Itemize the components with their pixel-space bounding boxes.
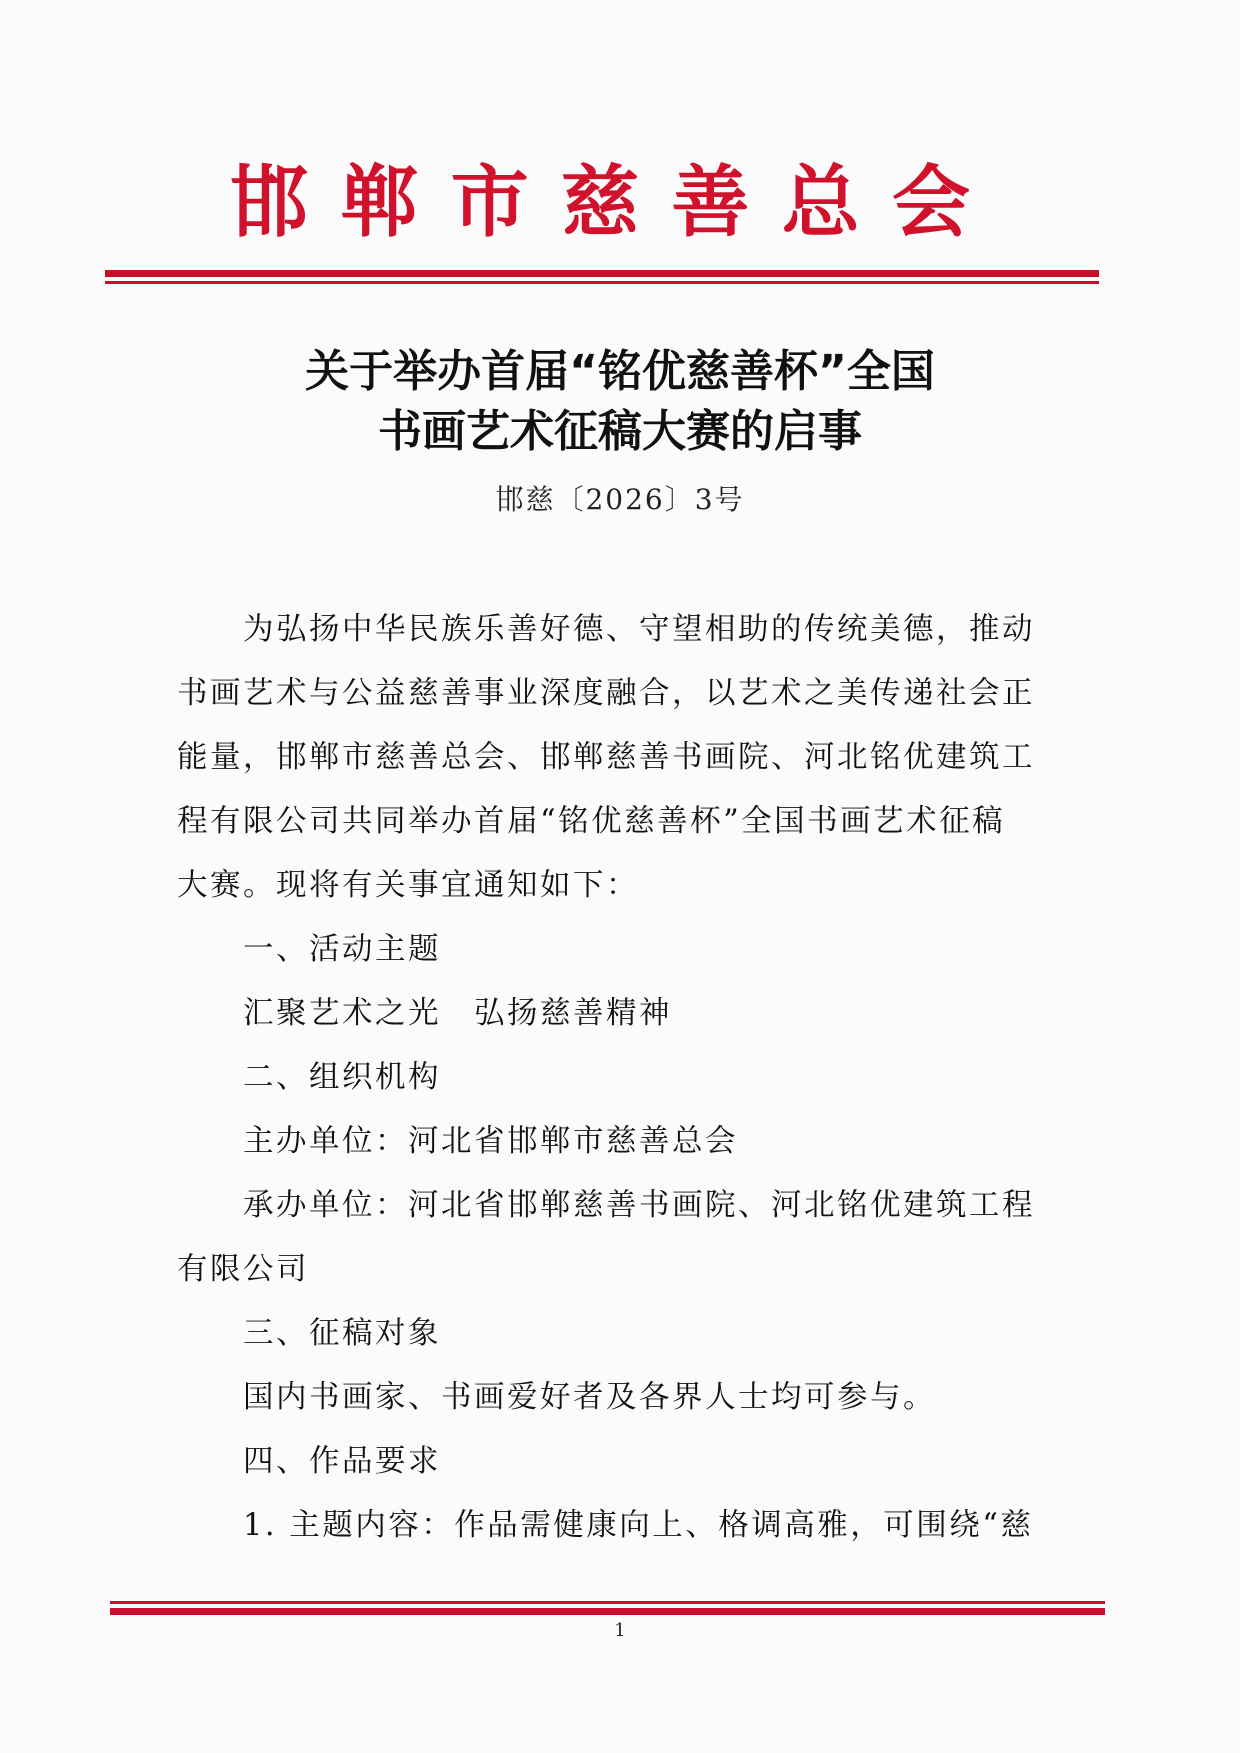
letterhead-char: 会 <box>891 157 970 248</box>
section-heading-participants: 三、征稿对象 <box>243 1316 441 1351</box>
section-heading-theme: 一、活动主题 <box>243 932 441 967</box>
organizer-undertaker: 承办单位：河北省邯郸慈善书画院、河北铭优建筑工程 <box>243 1188 1035 1223</box>
body-paragraph-line: 大赛。现将有关事宜通知如下： <box>177 868 639 903</box>
footer-red-rule-thick <box>110 1608 1105 1615</box>
body-paragraph-line: 能量，邯郸市慈善总会、邯郸慈善书画院、河北铭优建筑工 <box>177 740 1035 775</box>
header-red-rule-thick <box>105 270 1099 277</box>
body-paragraph-line: 程有限公司共同举办首届“铭优慈善杯”全国书画艺术征稿 <box>177 804 1006 839</box>
body-paragraph-line: 书画艺术与公益慈善事业深度融合，以艺术之美传递社会正 <box>177 676 1035 711</box>
theme-text: 汇聚艺术之光 弘扬慈善精神 <box>243 996 672 1031</box>
requirement-item-1: 1. 主题内容：作品需健康向上、格调高雅，可围绕“慈 <box>243 1508 1034 1543</box>
participants-text: 国内书画家、书画爱好者及各界人士均可参与。 <box>243 1380 936 1415</box>
document-title-line-1: 关于举办首届“铭优慈善杯”全国 <box>305 346 935 397</box>
organizer-undertaker-continued: 有限公司 <box>177 1252 309 1287</box>
page-number: 1 <box>614 1620 626 1641</box>
letterhead-char: 慈 <box>560 157 639 248</box>
section-heading-requirements: 四、作品要求 <box>243 1444 441 1479</box>
document-title-line-2: 书画艺术征稿大赛的启事 <box>378 406 862 457</box>
footer-red-rule-thin <box>110 1601 1105 1604</box>
letterhead-char: 总 <box>781 157 860 248</box>
letterhead-char: 邯 <box>230 157 309 248</box>
letterhead-char: 郸 <box>340 157 419 248</box>
organizer-host: 主办单位：河北省邯郸市慈善总会 <box>243 1124 738 1159</box>
section-heading-organization: 二、组织机构 <box>243 1060 441 1095</box>
letterhead-char: 善 <box>671 157 750 248</box>
letterhead-organization-name <box>230 158 970 248</box>
document-number: 邯慈〔2026〕3号 <box>495 483 745 516</box>
body-paragraph-line: 为弘扬中华民族乐善好德、守望相助的传统美德，推动 <box>243 612 1035 647</box>
header-red-rule-thin <box>105 281 1099 284</box>
letterhead-char: 市 <box>450 157 529 248</box>
